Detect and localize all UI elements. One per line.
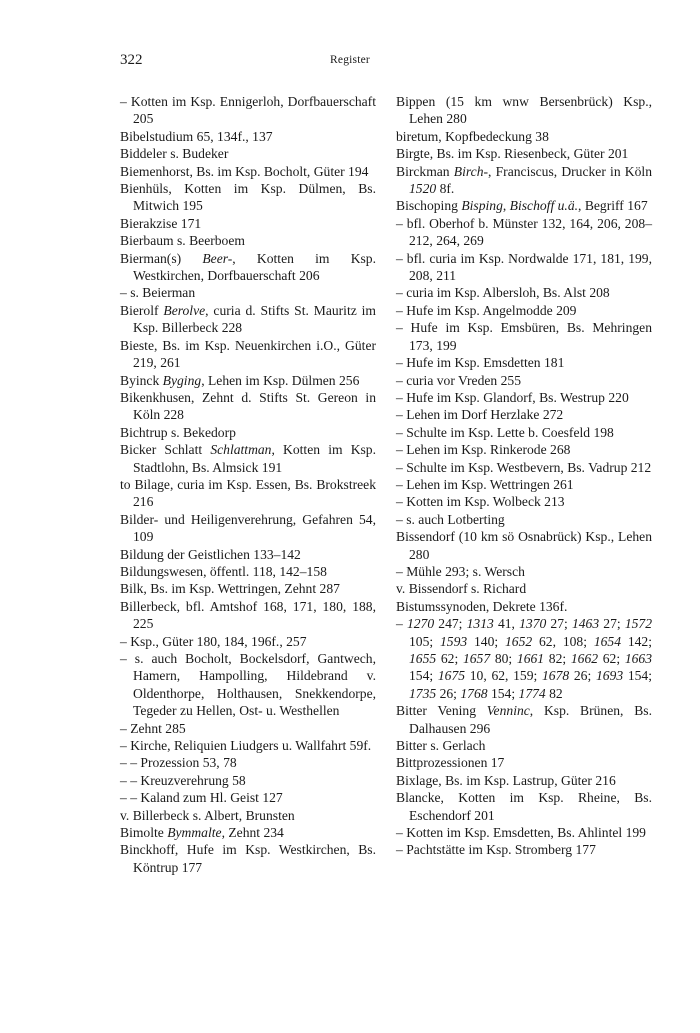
index-entry: – Lehen im Ksp. Rinkerode 268 [396, 442, 571, 458]
index-entry: – Kotten im Ksp. Wolbeck 213 [396, 494, 565, 510]
index-entry: – curia im Ksp. Albersloh, Bs. Alst 208 [396, 285, 610, 301]
index-entry: Bixlage, Bs. im Ksp. Lastrup, Güter 216 [396, 772, 616, 788]
index-entry: – Hufe im Ksp. Emsbüren, Bs. Mehringen 173, 199 [396, 320, 652, 353]
index-entry: Bilk, Bs. im Ksp. Wettringen, Zehnt 287 [120, 581, 340, 597]
index-entry: Billerbeck, bfl. Amtshof 168, 171, 180, 188, 225 [120, 598, 376, 632]
index-entry: – curia vor Vreden 255 [396, 372, 522, 388]
index-entry: – Schulte im Ksp. Lette b. Coesfeld 198 [396, 424, 614, 440]
index-entry: – 1270 247; 1313 41, 1370 27; 1463 27; 1572 105; 1593 140; 1652 62, 108; 1654 142; 1655 62; 1657 80; 1661 82; 1662 62; 1663 154; 1675 10, 62, 159; 1678 26; 1693 154; 1735 26; 1768 154; 1774 82 [396, 616, 653, 701]
index-entry: – Pachtstätte im Ksp. Stromberg 177 [396, 842, 596, 858]
index-entry: Bierman(s) Beer-, Kotten im Ksp. Westkirchen, Dorfbauerschaft 206 [120, 250, 376, 284]
index-entry: Bistumssynoden, Dekrete 136f. [396, 598, 568, 614]
index-entry: Blancke, Kotten im Ksp. Rheine, Bs. Eschendorf 201 [396, 790, 652, 823]
index-entry: Birgte, Bs. im Ksp. Riesenbeck, Güter 201 [396, 146, 629, 162]
index-entry: Bierbaum s. Beerboem [120, 233, 245, 249]
index-entry: Biemenhorst, Bs. im Ksp. Bocholt, Güter 194 [120, 163, 369, 179]
index-entry: Bittprozessionen 17 [396, 755, 505, 771]
index-entry: – s. Beierman [120, 285, 196, 301]
index-entry: – – Kreuzverehrung 58 [120, 772, 246, 788]
index-entry: Birckman Birch-, Franciscus, Drucker in Köln 1520 8f. [396, 163, 652, 197]
index-entry: – Lehen im Dorf Herzlake 272 [396, 407, 564, 423]
index-entry: v. Billerbeck s. Albert, Brunsten [120, 807, 295, 823]
index-entry: Bitter Vening Venninc, Ksp. Brünen, Bs. Dalhausen 296 [396, 703, 652, 736]
index-entry: Bierakzise 171 [120, 215, 202, 231]
index-entry: Bischoping Bisping, Bischoff u.ä., Begriff 167 [396, 198, 648, 214]
index-entry: – Kotten im Ksp. Emsdetten, Bs. Ahlintel 199 [396, 825, 646, 841]
index-entry: – Zehnt 285 [120, 720, 186, 736]
index-entry: Bildung der Geistlichen 133–142 [120, 546, 301, 562]
index-entry: Bimolte Bymmalte, Zehnt 234 [120, 825, 284, 841]
index-entry: – Kirche, Reliquien Liudgers u. Wallfahrt 59f. [120, 738, 372, 754]
index-entry: – Ksp., Güter 180, 184, 196f., 257 [120, 633, 307, 649]
index-entry: – Kotten im Ksp. Ennigerloh, Dorfbauerschaft 205 [120, 94, 376, 127]
page-number: 322 [120, 52, 143, 68]
index-entry: Bissendorf (10 km sö Osnabrück) Ksp., Lehen 280 [396, 529, 652, 562]
index-entry: Biddeler s. Budeker [120, 146, 229, 162]
index-entry: – Lehen im Ksp. Wettringen 261 [396, 476, 574, 492]
index-entry: – – Prozession 53, 78 [120, 755, 237, 771]
index-entry: Bieste, Bs. im Ksp. Neuenkirchen i.O., Güter 219, 261 [120, 337, 376, 371]
index-entry: Bierolf Berolve, curia d. Stifts St. Mauritz im Ksp. Billerbeck 228 [120, 302, 376, 336]
index-entry: v. Bissendorf s. Richard [396, 581, 527, 597]
index-entry: – Schulte im Ksp. Westbevern, Bs. Vadrup 212 [396, 459, 652, 475]
index-entry: biretum, Kopfbedeckung 38 [396, 128, 549, 144]
index-entry: – bfl. Oberhof b. Münster 132, 164, 206, 208–212, 264, 269 [396, 215, 652, 249]
index-entry: Bichtrup s. Bekedorp [120, 424, 236, 440]
index-entry: Bitter s. Gerlach [396, 738, 486, 754]
index-entry: Bildungswesen, öffentl. 118, 142–158 [120, 563, 327, 579]
index-entry: Bienhüls, Kotten im Ksp. Dülmen, Bs. Mitwich 195 [120, 181, 376, 214]
index-entry: – bfl. curia im Ksp. Nordwalde 171, 181, 199, 208, 211 [396, 250, 652, 284]
index-entry: – – Kaland zum Hl. Geist 127 [120, 790, 283, 806]
index-entry: – Hufe im Ksp. Emsdetten 181 [396, 355, 565, 371]
index-entry: – Hufe im Ksp. Glandorf, Bs. Westrup 220 [396, 389, 629, 405]
running-head: Register [330, 54, 370, 66]
index-column-right [396, 93, 652, 859]
index-entry: Bippen (15 km wnw Bersenbrück) Ksp., Lehen 280 [396, 94, 652, 127]
index-column-left [120, 93, 376, 876]
index-entry: Binckhoff, Hufe im Ksp. Westkirchen, Bs. Köntrup 177 [120, 842, 376, 875]
index-entry: Bilder- und Heiligenverehrung, Gefahren 54, 109 [120, 511, 376, 545]
index-entry: Bicker Schlatt Schlattman, Kotten im Ksp. Stadtlohn, Bs. Almsick 191 [120, 442, 376, 475]
index-entry: to Bilage, curia im Ksp. Essen, Bs. Brokstreek 216 [120, 476, 376, 510]
index-entry: – s. auch Lotberting [396, 511, 505, 527]
index-entry: Bikenkhusen, Zehnt d. Stifts St. Gereon in Köln 228 [120, 389, 376, 423]
index-entry: Byinck Byging, Lehen im Ksp. Dülmen 256 [120, 372, 360, 388]
index-entry: – Hufe im Ksp. Angelmodde 209 [396, 302, 577, 318]
index-entry: – s. auch Bocholt, Bockelsdorf, Gantwech, Hamern, Hampolling, Hildebrand v. Oldenthorpe, Holthausen, Snekkendorpe, Tegeder zu Hellen, Ost- u. Westhellen [120, 651, 376, 719]
index-entry: Bibelstudium 65, 134f., 137 [120, 128, 273, 144]
index-entry: – Mühle 293; s. Wersch [396, 563, 525, 579]
